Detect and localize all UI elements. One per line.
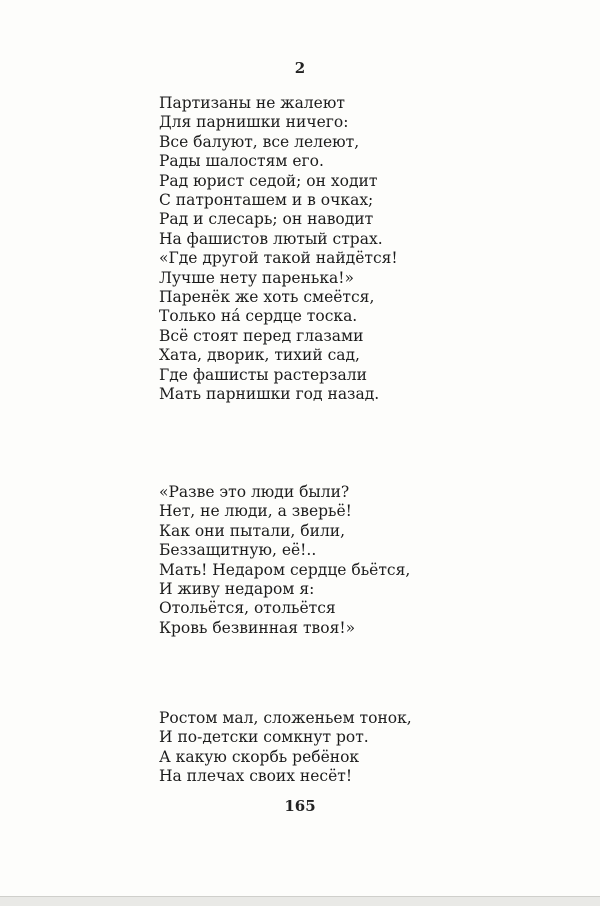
poem-line: Рад юрист седой; он ходит: [159, 171, 378, 190]
poem-line: Где фашисты растерзали: [159, 365, 367, 384]
poem-line: «Где другой такой найдётся!: [159, 249, 398, 268]
poem-line: Мать! Недаром сердце бьётся,: [159, 560, 411, 579]
poem-line: Лучше нету паренька!»: [159, 268, 355, 287]
poem-line: Мать парнишки год назад.: [159, 385, 380, 404]
poem-line: Все балуют, все лелеют,: [159, 132, 360, 151]
poem-line: Кровь безвинная твоя!»: [159, 618, 356, 637]
poem-line: Нет, не люди, а зверьё!: [159, 502, 352, 521]
poem-line: А какую скорбь ребёнок: [159, 747, 360, 766]
stanza: [159, 94, 398, 405]
poem-line: Беззащитную, её!..: [159, 541, 317, 560]
poem-line: И живу недаром я:: [159, 580, 315, 599]
page-number: 165: [284, 797, 316, 815]
poem-line: Отольётся, отольётся: [159, 599, 336, 618]
poem-line: На плечах своих несёт!: [159, 767, 353, 786]
poem-line: Только на́ сердце тоска.: [159, 307, 358, 326]
poem-line: С патронташем и в очках;: [159, 191, 374, 210]
poem-line: Рады шалостям его.: [159, 152, 324, 171]
poem-line: Хата, дворик, тихий сад,: [159, 346, 360, 365]
stanza: [159, 709, 412, 787]
stanza: [159, 483, 410, 638]
section-number: 2: [294, 59, 306, 77]
poem-line: Паренёк же хоть смеётся,: [159, 288, 375, 307]
poem-line: Рад и слесарь; он наводит: [159, 210, 374, 229]
poem-line: Всё стоят перед глазами: [159, 326, 364, 345]
poem-line: Для парнишки ничего:: [159, 113, 349, 132]
poem-line: Как они пытали, били,: [159, 521, 346, 540]
poem-line: На фашистов лютый страх.: [159, 229, 383, 248]
poem-line: Партизаны не жалеют: [159, 94, 345, 112]
poem-line: Ростом мал, сложеньем тонок,: [159, 709, 412, 727]
poem-line: «Разве это люди были?: [159, 483, 350, 501]
poem-line: И по-детски сомкнут рот.: [159, 728, 369, 747]
